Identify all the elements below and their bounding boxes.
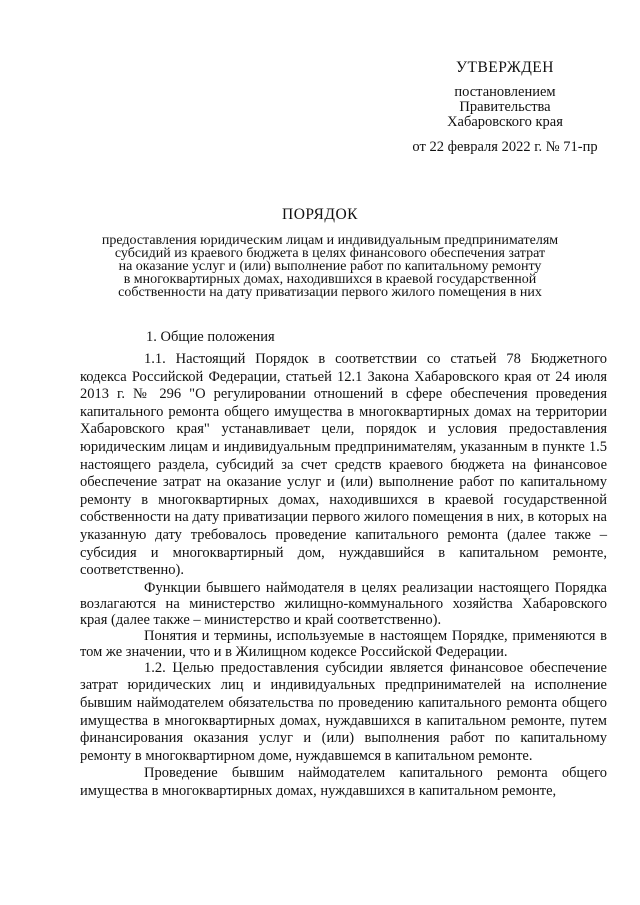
subtitle-line: в многоквартирных домах, находившихся в краевой государственной bbox=[123, 272, 537, 287]
paragraph bbox=[80, 660, 607, 766]
paragraph-text: Функции бывшего наймодателя в целях реализации настоящего Порядка возлагаются на министерство жилищно-коммунального хозяйства Хабаровского края (далее также – министерство и край соответственно). bbox=[80, 579, 607, 628]
paragraph bbox=[80, 580, 607, 628]
approval-line-1: постановлением bbox=[454, 84, 556, 100]
paragraph bbox=[80, 628, 607, 660]
subtitle-line: собственности на дату приватизации первого жилого помещения в них bbox=[118, 285, 542, 300]
paragraph bbox=[80, 765, 607, 800]
paragraph bbox=[80, 351, 607, 580]
section-heading: 1. Общие положения bbox=[146, 329, 275, 345]
approval-heading: УТВЕРЖДЕН bbox=[456, 59, 554, 76]
paragraph-text: Понятия и термины, используемые в настоящем Порядке, применяются в том же значении, что и в Жилищном кодексе Российской Федерации. bbox=[80, 627, 607, 660]
approval-line-3: Хабаровского края bbox=[447, 114, 563, 130]
paragraph-text: Проведение бывшим наймодателем капитального ремонта общего имущества в многоквартирных домах, нуждавшихся в капитальном ремонте, bbox=[80, 765, 607, 799]
subtitle-line: на оказание услуг и (или) выполнение работ по капитальному ремонту bbox=[118, 259, 542, 274]
document-subtitle bbox=[80, 234, 580, 299]
document-title: ПОРЯДОК bbox=[282, 206, 358, 223]
document-body bbox=[80, 351, 607, 800]
approval-line-2: Правительства bbox=[459, 99, 551, 115]
subtitle-line: субсидий из краевого бюджета в целях финансового обеспечения затрат bbox=[114, 246, 546, 261]
paragraph-text: Настоящий Порядок в соответствии со статьей 78 Бюджетного кодекса Российской Федерации, статьей 12.1 Закона Хабаровского края от 24 июля 2013 г. № 296 "О регулировании отношений в сфере обеспечения проведения капитального ремонта общего имущества в многоквартирных домах на территории Хабаровского края" устанавливает цели, порядок и условия предоставления юридическим лицам и индивидуальным предпринимателям, указанным в пункте 1.5 настоящего раздела, субсидий за счет средств краевого бюджета на финансовое обеспечение затрат на оказание услуг и (или) выполнение работ по капитальному ремонту в многоквартирных домах, находившихся в краевой государственной собственности на дату приватизации первого жилого помещения в них, в которых на указанную дату требовалось проведение капитального ремонта (далее также – субсидия и многоквартирный дом, нуждавшийся в капитальном ремонте, соответственно). bbox=[80, 351, 607, 579]
clause-number: 1.1. bbox=[144, 351, 166, 367]
subtitle-line: предоставления юридическим лицам и индивидуальным предпринимателям bbox=[101, 233, 559, 248]
clause-number: 1.2. bbox=[144, 659, 166, 676]
approval-stamp bbox=[390, 60, 620, 155]
approval-date: от 22 февраля 2022 г. № 71-пр bbox=[412, 139, 598, 155]
paragraph-text: Целью предоставления субсидии является финансовое обеспечение затрат юридических лиц и индивидуальных предпринимателей на исполнение бывшим наймодателем обязательства по проведению капитального ремонта общего имущества в многоквартирных домах, нуждавшихся в капитальном ремонте, путем финансирования оказания услуг и (или) выполнения работ по капитальному ремонту в многоквартирном доме, нуждавшемся в капитальном ремонте. bbox=[80, 659, 607, 764]
